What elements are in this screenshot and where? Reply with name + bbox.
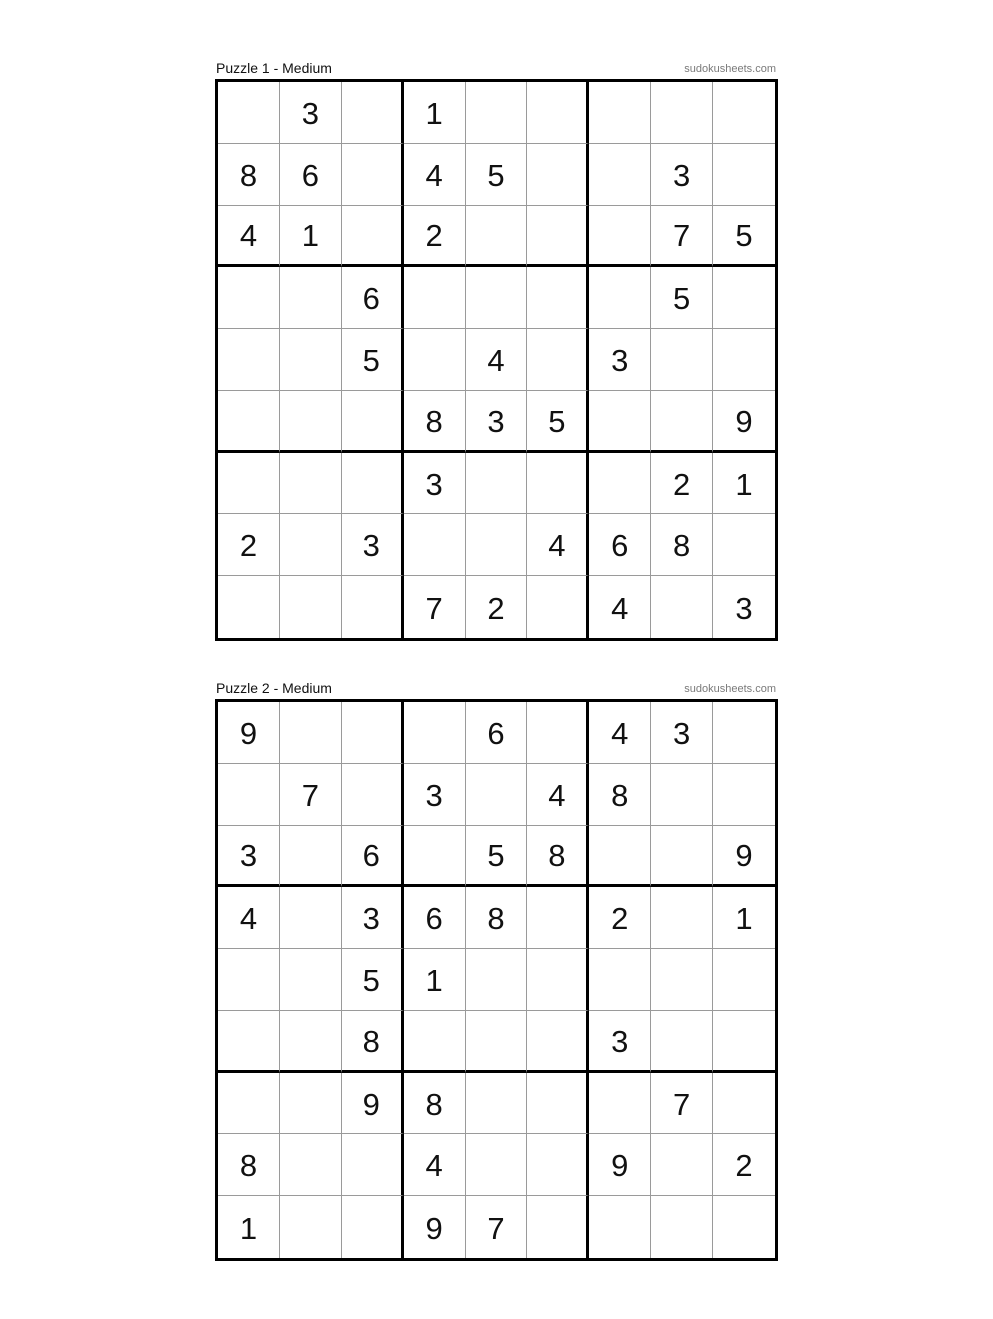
sudoku-cell: [280, 267, 342, 329]
puzzle-title: Puzzle 2 - Medium: [216, 680, 332, 696]
sudoku-cell: 8: [218, 1134, 280, 1196]
sudoku-cell: [527, 144, 589, 206]
sudoku-cell: [527, 453, 589, 515]
sudoku-cell: [466, 949, 528, 1011]
sudoku-cell: [280, 329, 342, 391]
sudoku-cell: 9: [404, 1196, 466, 1258]
sudoku-cell: 1: [218, 1196, 280, 1258]
sudoku-cell: 2: [651, 453, 713, 515]
sudoku-cell: [218, 391, 280, 453]
sudoku-cell: 3: [466, 391, 528, 453]
sudoku-cell: 4: [218, 887, 280, 949]
sudoku-cell: 5: [466, 144, 528, 206]
sudoku-cell: [713, 329, 775, 391]
sudoku-cell: [342, 1134, 404, 1196]
sudoku-cell: 3: [280, 82, 342, 144]
sudoku-cell: [466, 764, 528, 826]
sudoku-cell: [651, 887, 713, 949]
sudoku-cell: 4: [527, 764, 589, 826]
sudoku-cell: [713, 1073, 775, 1135]
sudoku-grid: [215, 699, 778, 1261]
sudoku-cell: [342, 206, 404, 268]
sudoku-cell: [651, 329, 713, 391]
sudoku-cell: [218, 329, 280, 391]
sudoku-cell: 8: [589, 764, 651, 826]
sudoku-cell: 8: [466, 887, 528, 949]
sudoku-cell: [527, 702, 589, 764]
sudoku-cell: [589, 391, 651, 453]
sudoku-cell: [713, 82, 775, 144]
sudoku-cell: [713, 1011, 775, 1073]
sudoku-cell: 4: [404, 144, 466, 206]
sudoku-cell: [589, 206, 651, 268]
sudoku-cell: [651, 391, 713, 453]
sudoku-cell: [404, 1011, 466, 1073]
sudoku-cell: 7: [651, 1073, 713, 1135]
sudoku-cell: 2: [713, 1134, 775, 1196]
sudoku-cell: [342, 702, 404, 764]
puzzle-source: sudokusheets.com: [684, 683, 776, 695]
puzzle-1: [215, 58, 778, 641]
sudoku-cell: 6: [404, 887, 466, 949]
sudoku-cell: 3: [651, 144, 713, 206]
sudoku-cell: [527, 82, 589, 144]
sudoku-cell: [280, 702, 342, 764]
sudoku-cell: 5: [527, 391, 589, 453]
sudoku-cell: [280, 514, 342, 576]
sudoku-cell: 9: [589, 1134, 651, 1196]
puzzle-header: [215, 678, 778, 699]
sudoku-cell: [342, 82, 404, 144]
sudoku-cell: [589, 1196, 651, 1258]
sudoku-cell: [651, 949, 713, 1011]
sudoku-cell: 9: [342, 1073, 404, 1135]
sudoku-cell: 6: [342, 267, 404, 329]
sudoku-cell: 1: [713, 887, 775, 949]
sudoku-cell: [713, 764, 775, 826]
sudoku-cell: 2: [404, 206, 466, 268]
sudoku-cell: [589, 453, 651, 515]
sudoku-cell: [466, 206, 528, 268]
sudoku-cell: 7: [651, 206, 713, 268]
sudoku-cell: [589, 267, 651, 329]
sudoku-cell: 1: [404, 82, 466, 144]
sudoku-cell: [466, 1011, 528, 1073]
sudoku-cell: [651, 576, 713, 638]
sudoku-cell: [280, 887, 342, 949]
sudoku-cell: [280, 391, 342, 453]
sudoku-cell: [280, 1134, 342, 1196]
sudoku-cell: 4: [404, 1134, 466, 1196]
sudoku-cell: [713, 702, 775, 764]
sudoku-cell: [342, 453, 404, 515]
sudoku-cell: 5: [342, 329, 404, 391]
sudoku-cell: 9: [713, 391, 775, 453]
sudoku-cell: 3: [651, 702, 713, 764]
sudoku-cell: [527, 1196, 589, 1258]
sudoku-cell: [466, 453, 528, 515]
sudoku-cell: [651, 1196, 713, 1258]
sudoku-cell: 3: [342, 514, 404, 576]
sudoku-cell: [280, 826, 342, 888]
sudoku-cell: 9: [713, 826, 775, 888]
sudoku-cell: 7: [404, 576, 466, 638]
sudoku-cell: 5: [713, 206, 775, 268]
puzzle-title: Puzzle 1 - Medium: [216, 60, 332, 76]
sudoku-cell: 1: [713, 453, 775, 515]
sudoku-cell: 3: [404, 764, 466, 826]
sudoku-cell: [651, 826, 713, 888]
sudoku-cell: [404, 702, 466, 764]
sudoku-cell: [218, 764, 280, 826]
sudoku-cell: [466, 82, 528, 144]
sudoku-cell: 8: [404, 1073, 466, 1135]
sudoku-cell: [280, 1196, 342, 1258]
sudoku-cell: [342, 144, 404, 206]
sudoku-cell: 1: [404, 949, 466, 1011]
sudoku-cell: 7: [280, 764, 342, 826]
sudoku-cell: 3: [342, 887, 404, 949]
sudoku-cell: [527, 206, 589, 268]
sudoku-cell: 6: [342, 826, 404, 888]
sudoku-cell: 8: [404, 391, 466, 453]
sudoku-cell: 4: [466, 329, 528, 391]
sudoku-cell: [527, 1011, 589, 1073]
sudoku-cell: 2: [218, 514, 280, 576]
sudoku-cell: 2: [466, 576, 528, 638]
sudoku-cell: [651, 764, 713, 826]
sudoku-cell: [589, 949, 651, 1011]
sudoku-cell: 3: [589, 329, 651, 391]
sudoku-cell: [589, 144, 651, 206]
sudoku-cell: 8: [218, 144, 280, 206]
sudoku-cell: [713, 514, 775, 576]
sudoku-cell: [466, 1134, 528, 1196]
sudoku-cell: 9: [218, 702, 280, 764]
sudoku-cell: 3: [589, 1011, 651, 1073]
sudoku-cell: [651, 82, 713, 144]
sudoku-cell: [466, 514, 528, 576]
sudoku-cell: 3: [404, 453, 466, 515]
sudoku-cell: [527, 949, 589, 1011]
sudoku-cell: [527, 1073, 589, 1135]
sudoku-cell: 8: [527, 826, 589, 888]
sudoku-cell: 7: [466, 1196, 528, 1258]
sudoku-cell: 5: [342, 949, 404, 1011]
sudoku-cell: [218, 1073, 280, 1135]
sudoku-cell: [466, 1073, 528, 1135]
puzzle-source: sudokusheets.com: [684, 63, 776, 75]
sudoku-cell: [713, 949, 775, 1011]
sudoku-cell: [651, 1134, 713, 1196]
sudoku-cell: [342, 576, 404, 638]
sudoku-cell: [589, 82, 651, 144]
sudoku-cell: 3: [218, 826, 280, 888]
sudoku-cell: [589, 826, 651, 888]
sudoku-cell: [218, 1011, 280, 1073]
sudoku-cell: [280, 1011, 342, 1073]
sudoku-cell: [404, 826, 466, 888]
sudoku-cell: 5: [651, 267, 713, 329]
sudoku-cell: 6: [589, 514, 651, 576]
sudoku-cell: 3: [735, 590, 753, 626]
sudoku-cell: 8: [651, 514, 713, 576]
sudoku-cell: [280, 453, 342, 515]
sudoku-cell: [342, 764, 404, 826]
sudoku-cell: [527, 1134, 589, 1196]
puzzle-header: [215, 58, 778, 79]
sudoku-cell: [527, 329, 589, 391]
puzzle-2: [215, 678, 778, 1261]
sudoku-cell: [404, 329, 466, 391]
sudoku-cell: [527, 887, 589, 949]
sudoku-cell: [218, 267, 280, 329]
sudoku-cell: 8: [342, 1011, 404, 1073]
sudoku-cell: [218, 453, 280, 515]
sudoku-cell: 4: [589, 702, 651, 764]
sudoku-cell: 1: [280, 206, 342, 268]
sudoku-cell: 4: [589, 576, 651, 638]
sudoku-cell: [527, 267, 589, 329]
sudoku-cell: 2: [589, 887, 651, 949]
sudoku-cell: [466, 267, 528, 329]
sudoku-cell: [218, 949, 280, 1011]
sudoku-cell: 6: [466, 702, 528, 764]
sudoku-cell: [218, 576, 280, 638]
sudoku-cell: [218, 82, 280, 144]
sudoku-cell: [280, 949, 342, 1011]
sudoku-cell: [713, 1196, 775, 1258]
sudoku-grid: [215, 79, 778, 641]
sudoku-cell: [713, 144, 775, 206]
sudoku-cell: [280, 1073, 342, 1135]
sudoku-cell: [280, 576, 342, 638]
sudoku-cell: 5: [466, 826, 528, 888]
sudoku-cell: [589, 1073, 651, 1135]
sudoku-cell: [342, 1196, 404, 1258]
sudoku-cell: [404, 514, 466, 576]
sudoku-cell: [342, 391, 404, 453]
sudoku-cell: [651, 1011, 713, 1073]
sudoku-cell: [404, 267, 466, 329]
sudoku-cell: [527, 576, 589, 638]
sudoku-cell: 4: [527, 514, 589, 576]
sudoku-cell: 6: [280, 144, 342, 206]
sudoku-cell: [713, 267, 775, 329]
sudoku-cell: 4: [218, 206, 280, 268]
